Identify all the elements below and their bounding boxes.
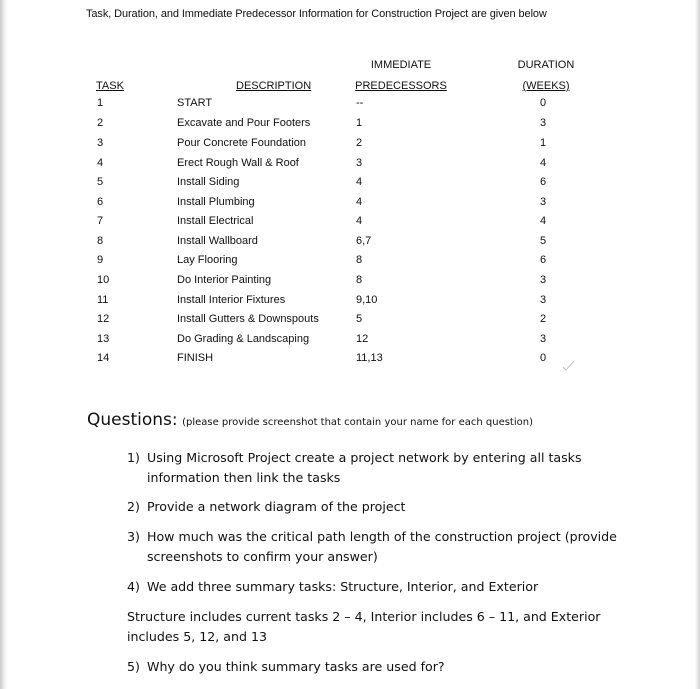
task-description: Install Wallboard xyxy=(177,235,258,247)
table-row xyxy=(0,215,700,234)
table-row xyxy=(0,294,700,313)
task-number: 5 xyxy=(97,176,104,188)
task-number: 1 xyxy=(97,97,104,109)
pencil-mark-icon xyxy=(562,359,576,373)
task-predecessors: 2 xyxy=(356,137,363,149)
task-description: Install Plumbing xyxy=(177,196,255,208)
task-number: 4 xyxy=(97,157,104,169)
task-duration: 4 xyxy=(539,215,547,227)
header-duration-line2: (WEEKS) xyxy=(522,80,570,92)
task-number: 11 xyxy=(97,294,109,306)
task-number: 14 xyxy=(97,352,110,364)
task-description: Pour Concrete Foundation xyxy=(177,137,307,149)
header-predecessors xyxy=(346,58,456,94)
task-number: 3 xyxy=(97,137,104,149)
task-predecessors: 1 xyxy=(356,117,363,129)
question-item xyxy=(127,527,627,567)
task-predecessors: 6,7 xyxy=(356,235,372,247)
task-number: 7 xyxy=(97,215,104,227)
question-text: Using Microsoft Project create a project network by entering all tasks information then link the tasks xyxy=(147,450,582,485)
header-description: DESCRIPTION xyxy=(236,80,312,92)
question-number: 3) xyxy=(127,529,140,544)
table-row xyxy=(0,274,700,293)
task-duration: 0 xyxy=(539,97,547,109)
task-description: Install Siding xyxy=(177,176,240,188)
task-predecessors: 9,10 xyxy=(356,294,378,306)
question-item xyxy=(127,497,627,517)
task-description: Lay Flooring xyxy=(177,254,238,266)
task-description: Do Interior Painting xyxy=(177,274,272,286)
task-duration: 3 xyxy=(539,294,547,306)
task-predecessors: 4 xyxy=(356,176,363,188)
task-description: Install Interior Fixtures xyxy=(177,294,286,306)
task-description: Do Grading & Landscaping xyxy=(177,333,310,345)
task-predecessors: 8 xyxy=(356,274,363,286)
task-predecessors: -- xyxy=(356,97,364,109)
header-predecessors-line2: PREDECESSORS xyxy=(355,80,447,92)
task-number: 8 xyxy=(97,235,104,247)
task-predecessors: 5 xyxy=(356,313,363,325)
task-description: Install Electrical xyxy=(177,215,254,227)
task-number: 6 xyxy=(97,196,104,208)
question-item xyxy=(127,657,627,677)
table-row xyxy=(0,235,700,254)
task-duration: 4 xyxy=(539,157,547,169)
table-row xyxy=(0,97,700,116)
task-duration: 3 xyxy=(539,274,547,286)
task-description: Erect Rough Wall & Roof xyxy=(177,157,299,169)
task-duration: 3 xyxy=(539,333,547,345)
table-row xyxy=(0,333,700,352)
task-predecessors: 12 xyxy=(356,333,369,345)
question-text: How much was the critical path length of the construction project (provide screenshots to confirm your answer) xyxy=(147,529,617,564)
task-predecessors: 4 xyxy=(356,215,363,227)
task-duration: 5 xyxy=(539,235,547,247)
page-title: Task, Duration, and Immediate Predecessor Information for Construction Project are given below xyxy=(86,8,547,20)
task-number: 13 xyxy=(97,333,110,345)
table-row xyxy=(0,196,700,215)
header-task: TASK xyxy=(96,80,124,92)
question-text: Provide a network diagram of the project xyxy=(147,499,406,514)
question-number: 4) xyxy=(127,579,140,594)
task-predecessors: 3 xyxy=(356,157,363,169)
task-description: Excavate and Pour Footers xyxy=(177,117,311,129)
task-number: 10 xyxy=(97,274,110,286)
question-text: Why do you think summary tasks are used for? xyxy=(147,659,445,674)
task-duration: 0 xyxy=(539,352,547,364)
task-description: START xyxy=(177,97,213,109)
task-predecessors: 8 xyxy=(356,254,363,266)
question-item xyxy=(127,448,627,488)
table-row xyxy=(0,176,700,195)
question-item xyxy=(127,577,627,597)
table-row xyxy=(0,137,700,156)
header-predecessors-line1: IMMEDIATE xyxy=(370,59,432,71)
task-duration: 3 xyxy=(539,117,547,129)
table-row xyxy=(0,157,700,176)
task-duration: 6 xyxy=(539,176,547,188)
task-number: 2 xyxy=(97,117,104,129)
task-duration: 3 xyxy=(539,196,547,208)
task-description: Install Gutters & Downspouts xyxy=(177,313,319,325)
question-text: We add three summary tasks: Structure, Interior, and Exterior xyxy=(147,579,539,594)
questions-instruction: (please provide screenshot that contain your name for each question) xyxy=(182,417,533,428)
task-duration: 2 xyxy=(539,313,547,325)
question-number: 1) xyxy=(127,450,140,465)
task-description: FINISH xyxy=(177,352,214,364)
task-predecessors: 4 xyxy=(356,196,363,208)
task-predecessors: 11,13 xyxy=(356,352,383,364)
summary-task-note: Structure includes current tasks 2 – 4, Interior includes 6 – 11, and Exterior includes 5, 12, and 13 xyxy=(127,609,601,644)
question-number: 5) xyxy=(127,659,140,674)
table-row xyxy=(0,352,700,371)
table-row xyxy=(0,254,700,273)
task-number: 9 xyxy=(97,254,104,266)
table-row xyxy=(0,313,700,332)
question-number: 2) xyxy=(127,499,140,514)
questions-heading xyxy=(87,410,533,430)
task-duration: 6 xyxy=(539,254,547,266)
header-duration-line1: DURATION xyxy=(517,59,575,71)
task-number: 12 xyxy=(97,313,110,325)
table-row xyxy=(0,117,700,136)
task-duration: 1 xyxy=(539,137,547,149)
questions-title: Questions: xyxy=(87,410,178,430)
header-duration xyxy=(508,58,584,94)
